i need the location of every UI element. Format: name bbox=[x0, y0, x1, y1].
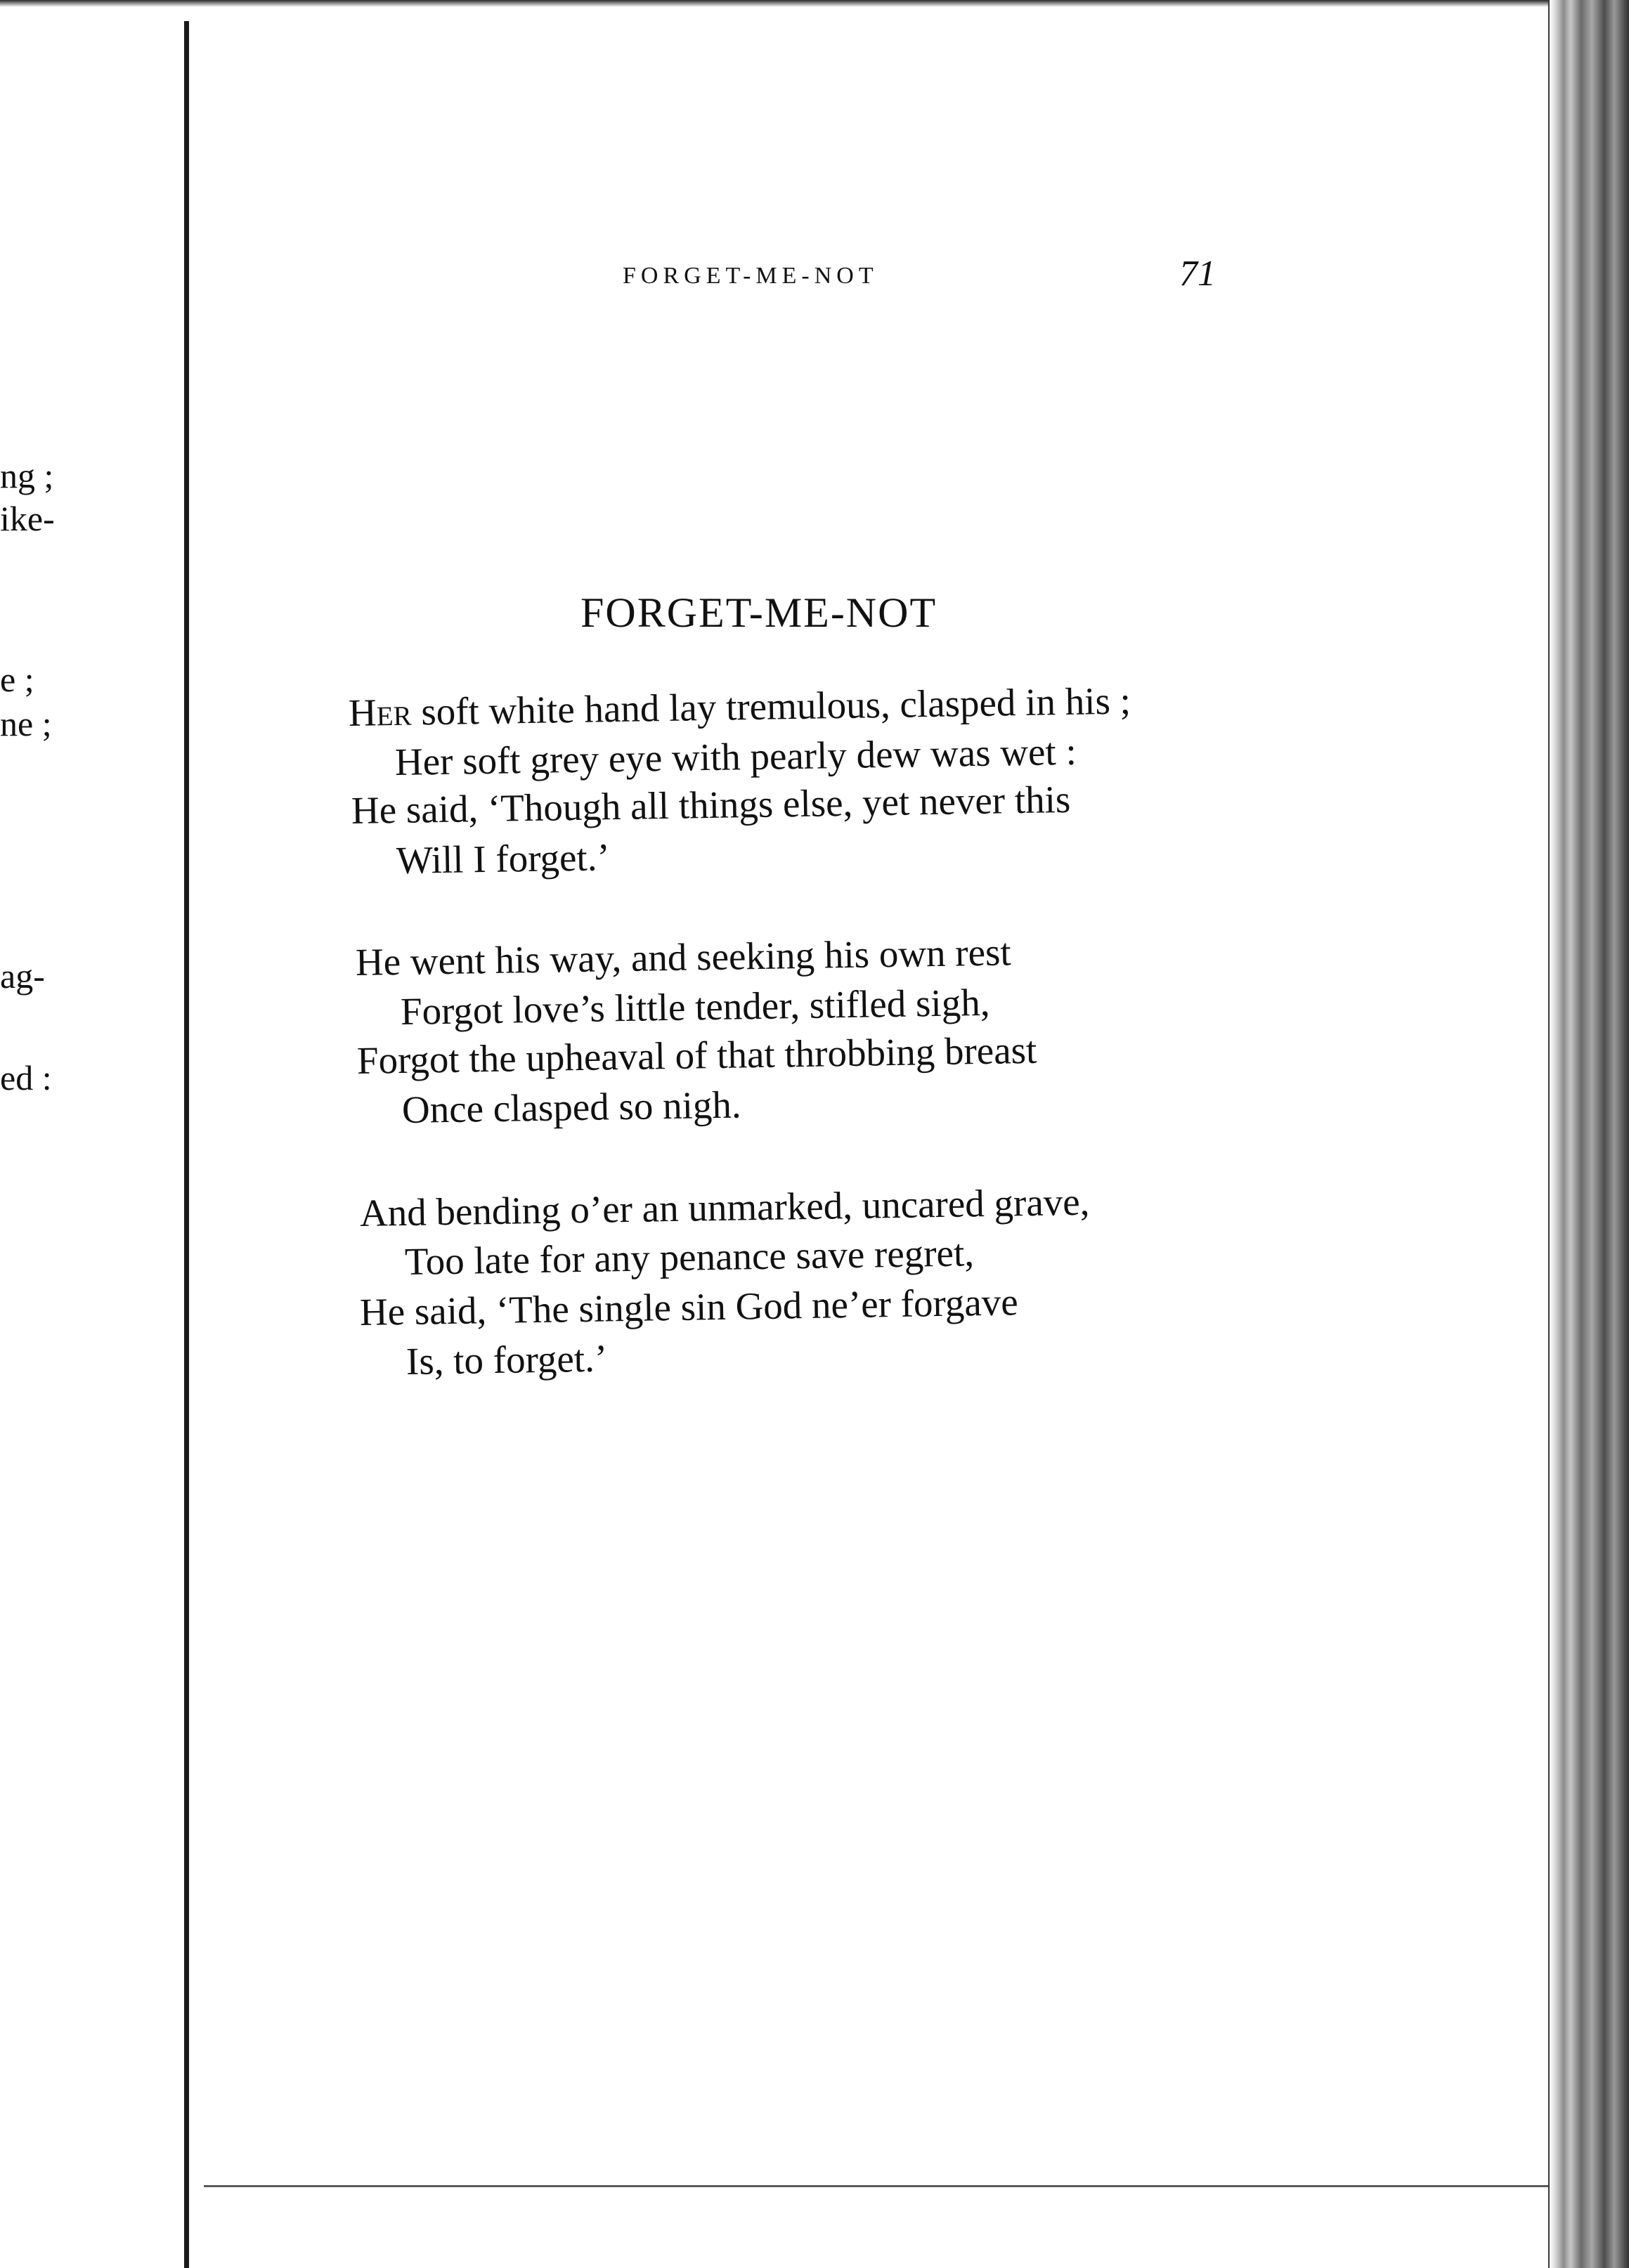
drop-initial-word: Her bbox=[348, 690, 413, 734]
verse-line bbox=[349, 680, 1131, 734]
book-gutter bbox=[184, 21, 189, 2268]
verse-line-text: soft white hand lay tremulous, clasped in his ; bbox=[411, 679, 1131, 734]
verse-line: He said, ‘Though all things else, yet never this bbox=[351, 777, 1071, 832]
poem-title: FORGET-ME-NOT bbox=[580, 589, 937, 636]
verse-line: And bending o’er an unmarked, uncared grave, bbox=[359, 1180, 1090, 1234]
verse-line: Forgot love’s little tender, stifled sigh, bbox=[400, 980, 990, 1033]
verse-line: Her soft grey eye with pearly dew was wet : bbox=[394, 729, 1077, 783]
facing-page-fragment: e ; bbox=[0, 660, 34, 699]
page-stack-edge bbox=[1550, 0, 1629, 2268]
facing-page-fragment: ag- bbox=[0, 956, 45, 996]
verse-line: Is, to forget.’ bbox=[405, 1336, 608, 1383]
facing-page-fragment: ng ; bbox=[0, 456, 54, 495]
facing-page-fragment: ne ; bbox=[0, 704, 52, 743]
page-bottom-edge bbox=[204, 2185, 1560, 2187]
running-head: FORGET-ME-NOT bbox=[623, 263, 878, 289]
verse-line: Will I forget.’ bbox=[396, 835, 611, 882]
verse-line: Forgot the upheaval of that throbbing breast bbox=[356, 1028, 1037, 1082]
verse-line: He went his way, and seeking his own rest bbox=[355, 930, 1012, 984]
facing-page-fragment: ed : bbox=[0, 1058, 52, 1097]
facing-page-fragment: ike- bbox=[0, 499, 55, 538]
top-page-edge bbox=[0, 0, 1629, 7]
verse-line: He said, ‘The single sin God ne’er forgave bbox=[359, 1280, 1019, 1334]
page-number: 71 bbox=[1179, 254, 1216, 294]
verse-line: Too late for any penance save regret, bbox=[404, 1231, 975, 1283]
verse-line: Once clasped so nigh. bbox=[401, 1083, 742, 1131]
